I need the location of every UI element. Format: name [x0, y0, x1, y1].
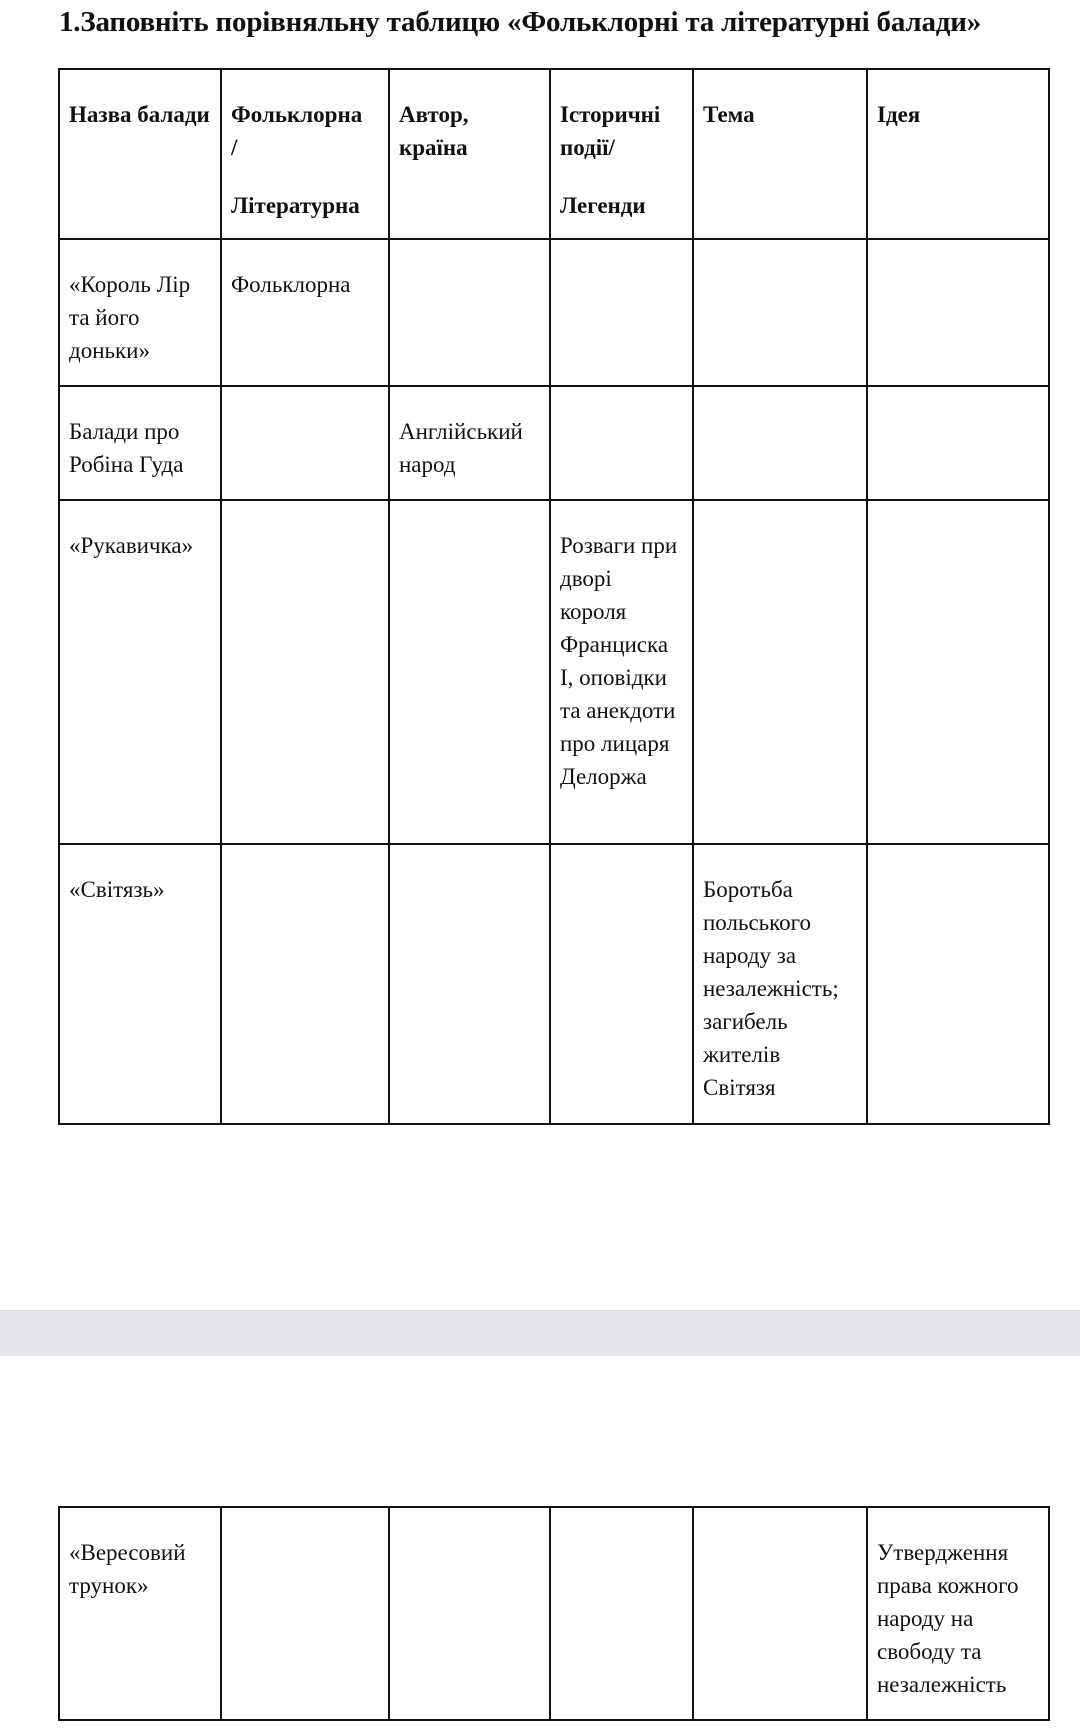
cell-name: Балади про Робіна Гуда	[59, 386, 221, 500]
cell-author	[389, 844, 550, 1124]
cell-type: Фольклорна	[221, 239, 389, 386]
ballads-comparison-table	[58, 68, 1050, 1125]
cell-author	[389, 1507, 550, 1720]
header-type: Фольклорна / Літературна	[221, 69, 389, 239]
cell-idea	[867, 239, 1049, 386]
cell-type	[221, 500, 389, 844]
header-idea: Ідея	[867, 69, 1049, 239]
table-row	[59, 1507, 1049, 1720]
cell-theme	[693, 1507, 867, 1720]
header-theme: Тема	[693, 69, 867, 239]
cell-author	[389, 500, 550, 844]
cell-theme: Боротьба польського народу за незалежність; загибель жителів Світязя	[693, 844, 867, 1124]
document-page-2	[0, 1356, 1080, 1735]
cell-theme	[693, 500, 867, 844]
cell-name: «Рукавичка»	[59, 500, 221, 844]
header-author: Автор, країна	[389, 69, 550, 239]
cell-events	[550, 1507, 693, 1720]
cell-name: «Світязь»	[59, 844, 221, 1124]
task-heading: 1.Заповніть порівняльну таблицю «Фольклорні та літературні балади»	[59, 6, 982, 38]
page-break-gap	[0, 1310, 1080, 1357]
cell-events	[550, 844, 693, 1124]
table-header-row	[59, 69, 1049, 239]
header-events: Історичні події/ Легенди	[550, 69, 693, 239]
table-row	[59, 844, 1049, 1124]
cell-type	[221, 386, 389, 500]
cell-author	[389, 239, 550, 386]
cell-theme	[693, 239, 867, 386]
cell-idea	[867, 500, 1049, 844]
table-row	[59, 500, 1049, 844]
cell-events: Розваги при дворі короля Франциска І, оповідки та анекдоти про лицаря Делоржа	[550, 500, 693, 844]
table-row	[59, 239, 1049, 386]
header-name: Назва балади	[59, 69, 221, 239]
cell-name: «Король Лір та його доньки»	[59, 239, 221, 386]
cell-idea: Утвердження права кожного народу на свободу та незалежність	[867, 1507, 1049, 1720]
cell-type	[221, 844, 389, 1124]
ballads-comparison-table-continued	[58, 1506, 1050, 1721]
cell-name: «Вересовий трунок»	[59, 1507, 221, 1720]
cell-events	[550, 386, 693, 500]
cell-idea	[867, 386, 1049, 500]
cell-author: Англійський народ	[389, 386, 550, 500]
cell-type	[221, 1507, 389, 1720]
cell-idea	[867, 844, 1049, 1124]
table-row	[59, 386, 1049, 500]
cell-events	[550, 239, 693, 386]
cell-theme	[693, 386, 867, 500]
